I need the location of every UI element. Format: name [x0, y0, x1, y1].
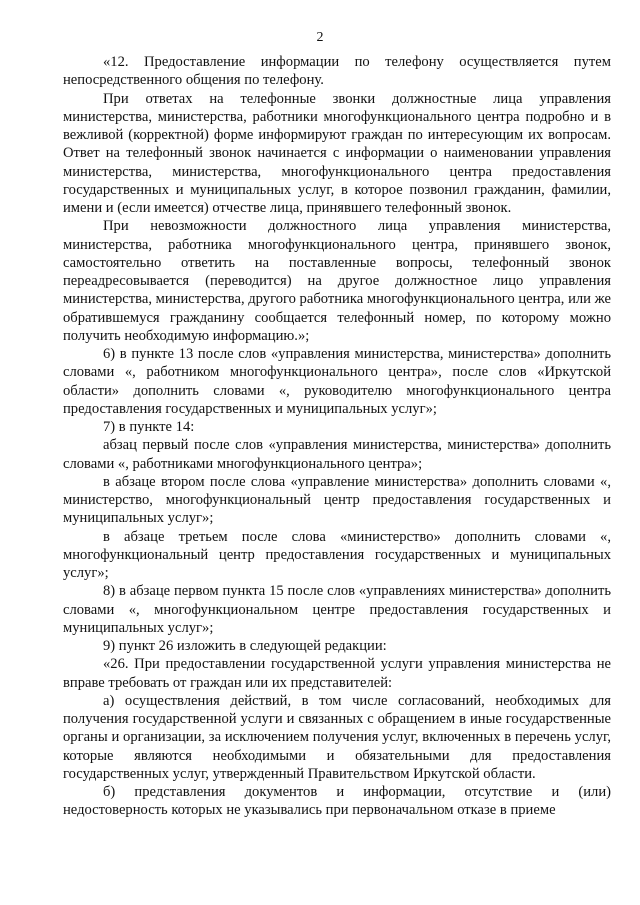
paragraph: 9) пункт 26 изложить в следующей редакции:	[103, 638, 387, 654]
paragraph: «12. Предоставление информации по телефону осуществляется путем непосредственного общения по телефону.	[63, 54, 611, 89]
document-body	[63, 53, 611, 820]
page-number: 2	[316, 30, 324, 45]
paragraph: а) осуществления действий, в том числе согласований, необходимых для получения государственной услуги и связанных с обращением в иные государственные органы и организации, за исключением получения услуг, включенных в перечень услуг, которые являются необходимыми и обязательными для предоставления государственных услуг, утвержденный Правительством Иркутской области.	[63, 692, 611, 782]
paragraph: в абзаце третьем после слова «министерство» дополнить словами «, многофункциональный центр предоставления государственных и муниципальных услуг»;	[63, 528, 611, 581]
paragraph: При ответах на телефонные звонки должностные лица управления министерства, министерства, работники многофункционального центра подробно и в вежливой (корректной) форме информируют граждан по интересующим их вопросам. Ответ на телефонный звонок начинается с информации о наименовании управления министерства, министерства, многофункционального центра предоставления государственных и муниципальных услуг, в которое позвонил гражданин, фамилии, имени и (если имеется) отчестве лица, принявшего телефонный звонок.	[63, 90, 611, 216]
paragraph: б) представления документов и информации, отсутствие и (или) недостоверность которых не указывались при первоначальном отказе в приеме	[63, 784, 611, 819]
paragraph: 8) в абзаце первом пункта 15 после слов «управлениях министерства» дополнить словами «, многофункциональном центре предоставления государственных и муниципальных услуг»;	[63, 583, 611, 636]
paragraph: 6) в пункте 13 после слов «управления министерства, министерства» дополнить словами «, работником многофункционального центра», после слов «Иркутской области» дополнить словами «, руководителю многофункционального центра предоставления государственных и муниципальных услуг»;	[63, 346, 611, 417]
paragraph: «26. При предоставлении государственной услуги управления министерства не вправе требовать от граждан или их представителей:	[63, 656, 611, 691]
paragraph: При невозможности должностного лица управления министерства, министерства, работника многофункционального центра, принявшего звонок, самостоятельно ответить на поставленные вопросы, телефонный звонок переадресовывается (переводится) на другое должностное лицо управления министерства, министерства, другого работника многофункционального центра, или же обратившемуся гражданину сообщается телефонный номер, по которому можно получить необходимую информацию.»;	[63, 218, 611, 344]
paragraph: 7) в пункте 14:	[103, 419, 195, 435]
paragraph: в абзаце втором после слова «управление министерства» дополнить словами «, министерство, многофункциональный центр предоставления государственных и муниципальных услуг»;	[63, 473, 611, 527]
paragraph: абзац первый после слов «управления министерства, министерства» дополнить словами «, работниками многофункционального центра»;	[63, 437, 611, 472]
